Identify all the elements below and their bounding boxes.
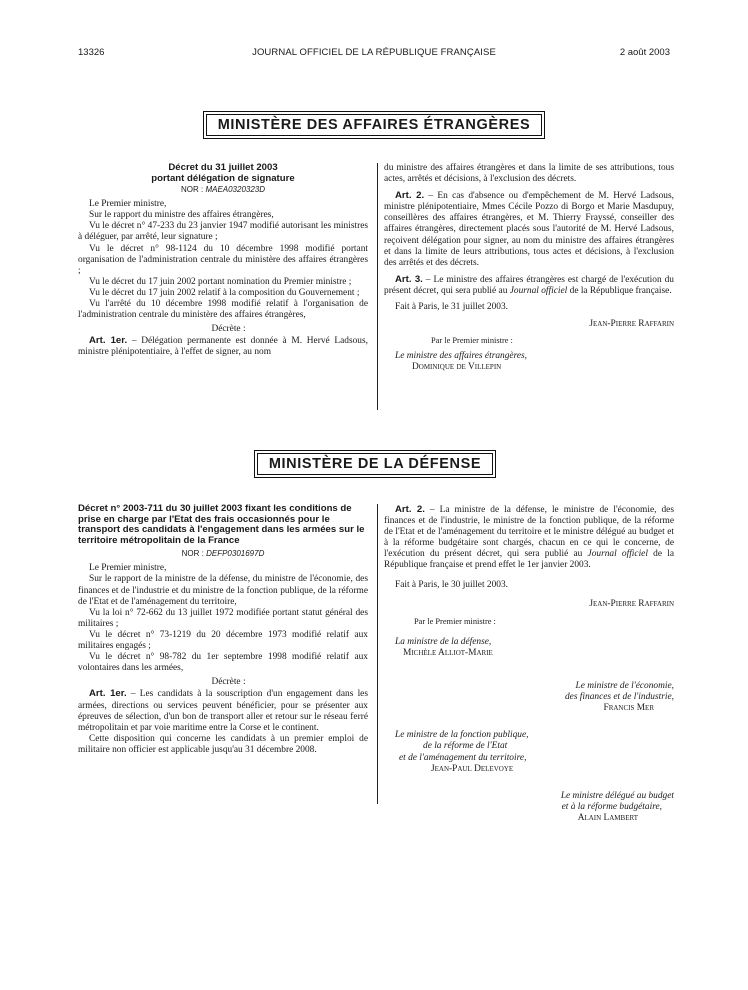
decree-1-right-column [384, 163, 674, 374]
signatory-name: Jean-Pierre Raffarin [589, 598, 674, 609]
decree-2-left-column [78, 504, 368, 756]
article-1-text: – Les candidats à la souscription d'un engagement dans les armées, directions ou services peuvent bénéficier, pour se présenter aux épreuves de sélection, d'un bon de transport aller et retour sur le réseau ferré métropolitain et par voie maritime entre la Corse et le continent. [78, 689, 368, 733]
decree-2-title: Décret n° 2003-711 du 30 juillet 2003 fixant les conditions de prise en charge par l'Etat des frais occasionnés pour le transport des candidats à l'engagement dans les armées sur le territoire métropolitain de la France [78, 503, 365, 546]
article-1-continued: du ministre des affaires étrangères et dans la limite de ses attributions, tous actes, arrêtés et décisions, à l'exclusion des décrets. [384, 163, 674, 185]
fait-a-paris: Fait à Paris, le 31 juillet 2003. [395, 302, 509, 313]
decree-1-title [78, 163, 368, 184]
paragraph: Vu le décret n° 73-1219 du 20 décembre 1973 modifié relatif aux militaires engagés ; [78, 629, 368, 652]
paragraph: Sur le rapport du ministre des affaires étrangères, [89, 210, 274, 221]
signature-title: Le ministre de la fonction publique, [395, 730, 529, 741]
article-2-label: Art. 2. [395, 190, 425, 202]
decree-1-title-line1: Décret du 31 juillet 2003 [168, 162, 278, 173]
minister-title: Le ministre des affaires étrangères, [395, 351, 528, 362]
running-header [78, 47, 670, 61]
nor-code: DEFP0301697D [206, 549, 265, 559]
decree-2-right-column [384, 504, 674, 824]
signature-title: Le ministre délégué au budget [560, 790, 674, 801]
signature-title: et de l'aménagement du territoire, [399, 752, 527, 763]
paragraph: Vu le décret n° 47-233 du 23 janvier 1947 modifié autorisant les ministres à déléguer, par arrêté, leur signature ; [78, 221, 368, 243]
paragraph: Vu le décret n° 98-1124 du 10 décembre 1998 modifié portant organisation de l'administration centrale du ministère des affaires étrangères ; [78, 243, 368, 276]
article-2-text: – La ministre de la défense, le ministre de l'économie, des finances et de l'industrie, le ministre de la fonction publique, de la réforme de l'Etat et de l'aménagement du territoire et le ministre délégué au budget et à la réforme budgétaire sont chargés, chacun en ce qui le concerne, de l'exécution du présent décret, qui sera publié au [384, 505, 674, 560]
article-3-text-end: de la République française. [567, 285, 672, 296]
paragraph: Vu le décret du 17 juin 2002 relatif à la composition du Gouvernement ; [89, 287, 360, 298]
column-separator [377, 163, 378, 410]
article-1-label: Art. 1er. [89, 688, 127, 700]
article-2 [384, 190, 674, 269]
paragraph: Vu le décret du 17 juin 2002 portant nomination du Premier ministre ; [89, 276, 352, 287]
page-number: 13326 [78, 47, 105, 58]
signature-title: de la réforme de l'Etat [423, 741, 508, 752]
article-2-text-end: de la République française et prend effet le 1er janvier 2003. [384, 549, 675, 571]
decree-1-nor [78, 184, 368, 196]
par-le-premier-ministre: Par le Premier ministre : [431, 336, 513, 346]
paragraph: Vu l'arrêté du 10 décembre 1998 modifié relatif à l'organisation de l'administration centrale du ministère des affaires étrangères, [78, 299, 368, 321]
decrete-line: Décrète : [211, 677, 246, 688]
par-le-premier-ministre: Par le Premier ministre : [414, 616, 496, 626]
decrete-line: Décrète : [211, 324, 246, 335]
signature-title: La ministre de la défense, [395, 636, 492, 647]
decree-1-title-line2: portant délégation de signature [151, 172, 295, 184]
signature-name: Alain Lambert [577, 812, 638, 823]
paragraph: Le Premier ministre, [89, 199, 167, 210]
article-1 [78, 335, 368, 358]
decree-1-left-column [78, 163, 368, 359]
article-2 [384, 504, 674, 572]
signature-name: Michèle Alliot-Marie [403, 647, 493, 658]
column-separator [377, 504, 378, 804]
ministry-heading-defense: MINISTÈRE DE LA DÉFENSE [257, 453, 493, 475]
nor-label: NOR : [180, 185, 204, 195]
journal-title: JOURNAL OFFICIEL DE LA RÉPUBLIQUE FRANÇAISE [252, 47, 496, 58]
signature-title: et à la réforme budgétaire, [561, 801, 662, 812]
article-3 [384, 274, 674, 297]
ministry-heading-foreign-affairs: MINISTÈRE DES AFFAIRES ÉTRANGÈRES [206, 114, 542, 136]
nor-label: NOR : [181, 549, 204, 559]
minister-name: Dominique de Villepin [412, 362, 502, 373]
article-1-label: Art. 1er. [89, 335, 128, 347]
signature-name: Francis Mer [603, 703, 654, 714]
fait-a-paris: Fait à Paris, le 30 juillet 2003. [395, 579, 509, 590]
signatory-name: Jean-Pierre Raffarin [589, 319, 674, 330]
article-3-text: – Le ministre des affaires étrangères est chargé de l'exécution du présent décret, qui sera publié au [384, 274, 674, 296]
article-3-label: Art. 3. [395, 273, 423, 285]
signature-block-civil-service [384, 730, 674, 774]
article-1 [78, 688, 368, 733]
issue-date: 2 août 2003 [619, 47, 670, 58]
signature-block-defense [384, 637, 674, 659]
paragraph: Vu la loi n° 72-662 du 13 juillet 1972 modifiée portant statut général des militaires ; [78, 607, 368, 629]
nor-code: MAEA0320323D [205, 185, 266, 195]
journal-officiel-ref: Journal officiel [587, 549, 648, 560]
article-2-label: Art. 2. [395, 504, 425, 515]
signature-title: des finances et de l'industrie, [564, 692, 674, 703]
signature-title: Le ministre de l'économie, [575, 681, 674, 692]
decree-2-nor [78, 548, 368, 560]
article-1-paragraph-2: Cette disposition qui concerne les candidats à un premier emploi de militaire non officier est applicable jusqu'au 31 décembre 2008. [78, 733, 368, 755]
signature-block-budget [384, 791, 674, 824]
article-2-text: – En cas d'absence ou d'empêchement de M. Hervé Ladsous, ministre plénipotentiaire, Mmes Cécile Pozzo di Borgo et Marie Masdupuy, conseillères des affaires étrangères, et M. Thierry Frayssé, conseiller des affaires étrangères, directement placés sous l'autorité de M. Hervé Ladsous, reçoivent délégation pour signer, au nom du ministre des affaires étrangères et dans la limite de leurs attributions, tous actes et décisions, à l'exclusion des arrêtés et des décrets. [384, 191, 674, 268]
signature-name: Jean-Paul Delevoye [431, 763, 514, 774]
paragraph: Sur le rapport de la ministre de la défense, du ministre de l'économie, des finances et de l'industrie et du ministre de la fonction publique, de la réforme de l'Etat et de l'aménagement du territoire, [78, 574, 368, 607]
journal-officiel-ref: Journal officiel [509, 285, 568, 296]
paragraph: Vu le décret n° 98-782 du 1er septembre 1998 modifié relatif aux volontaires dans les armées, [78, 652, 368, 674]
signature-block-economy [384, 681, 674, 714]
article-1-text: – Délégation permanente est donnée à M. Hervé Ladsous, ministre plénipotentiaire, à l'effet de signer, au nom [78, 336, 368, 358]
paragraph: Le Premier ministre, [89, 563, 167, 574]
